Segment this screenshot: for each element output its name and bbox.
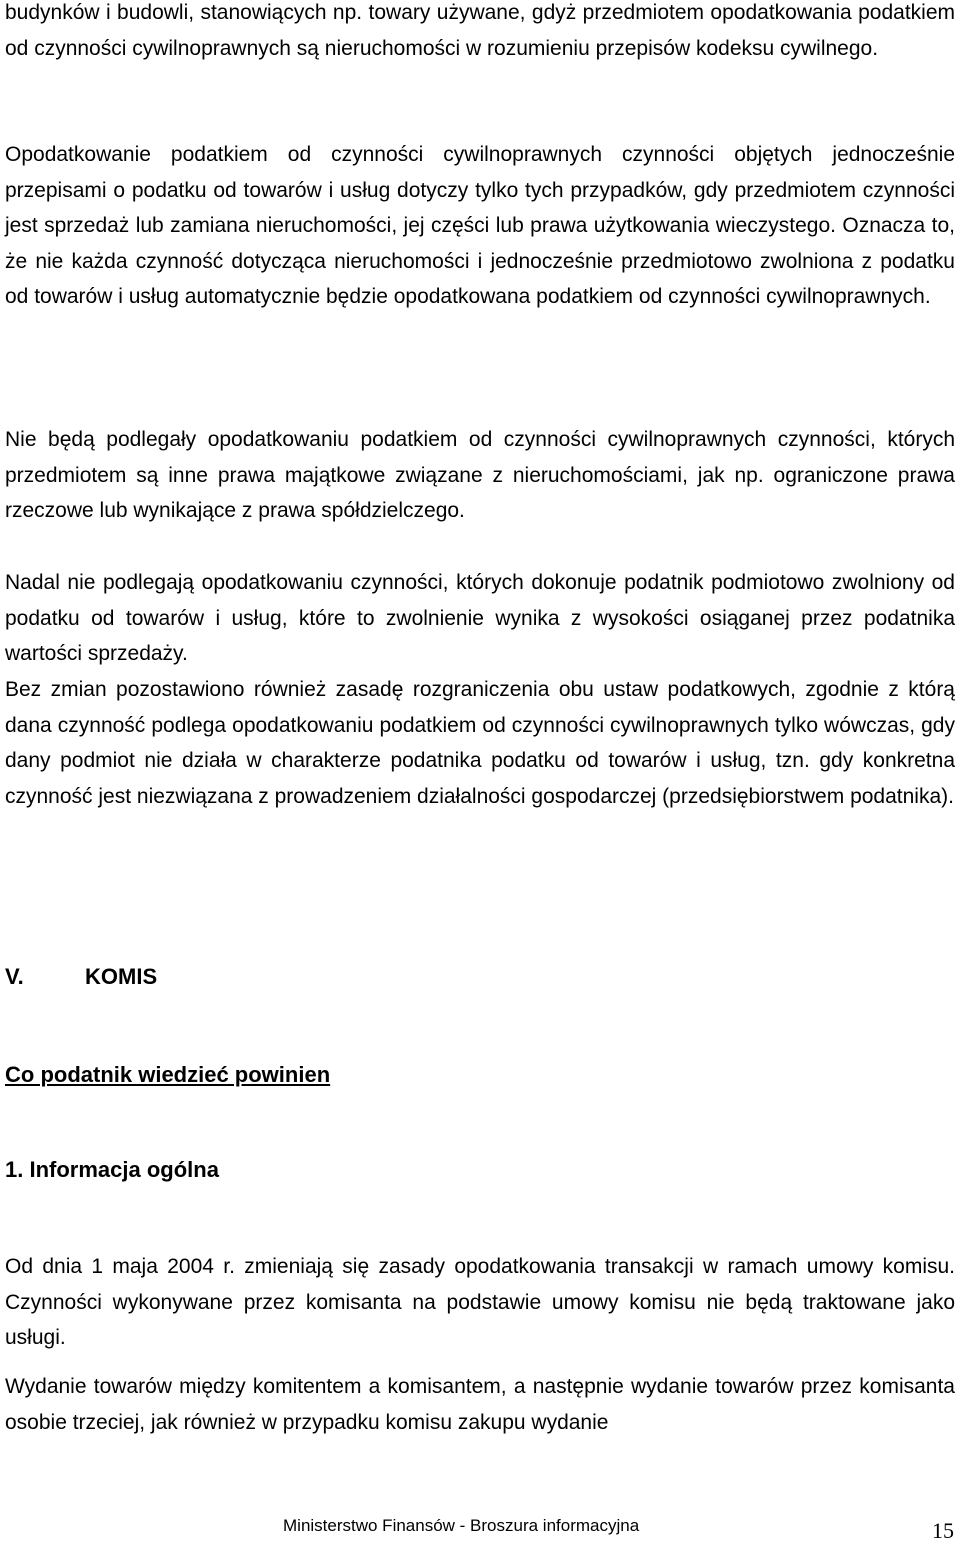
section-title: KOMIS bbox=[85, 964, 158, 989]
paragraph-exempt-taxpayer: Nadal nie podlegają opodatkowaniu czynności, których dokonuje podatnik podmiotowo zwolniony od podatku od towarów i usług, które to zwolnienie wynika z wysokości osiąganej przez podatnika wartości sprzedaży. bbox=[5, 571, 955, 666]
section-number: V. bbox=[5, 964, 24, 989]
paragraph-tax-scope: Opodatkowanie podatkiem od czynności cywilnoprawnych czynności objętych jednocześnie przepisami o podatku od towarów i usług dotyczy tylko tych przypadków, gdy przedmiotem czynności jest sprzedaż lub zamiana nieruchomości, jej części lub prawa użytkowania wieczystego. Oznacza to, że nie każda czynność dotycząca nieruchomości i jednocześnie przedmiotowo zwolniona z podatku od towarów i usług automatycznie będzie opodatkowana podatkiem od czynności cywilnoprawnych. bbox=[5, 143, 955, 309]
paragraph-tax-delimitation: Bez zmian pozostawiono również zasadę rozgraniczenia obu ustaw podatkowych, zgodnie z którą dana czynność podlega opodatkowaniu podatkiem od czynności cywilnoprawnych tylko wówczas, gdy dany podmiot nie działa w charakterze podatnika podatku od towarów i usług, tzn. gdy konkretna czynność jest niezwiązana z prowadzeniem działalności gospodarczej (przedsiębiorstwem podatnika). bbox=[5, 678, 955, 808]
section-heading bbox=[5, 962, 157, 992]
paragraph-continued-real-estate: budynków i budowli, stanowiących np. towary używane, gdyż przedmiotem opodatkowania podatkiem od czynności cywilnoprawnych są nieruchomości w rozumieniu przepisów kodeksu cywilnego. bbox=[5, 1, 955, 60]
paragraph-property-rights: Nie będą podlegały opodatkowaniu podatkiem od czynności cywilnoprawnych czynności, których przedmiotem są inne prawa majątkowe związane z nieruchomościami, jak np. ograniczone prawa rzeczowe lub wynikające z prawa spółdzielczego. bbox=[5, 428, 955, 523]
paragraph-goods-delivery: Wydanie towarów między komitentem a komisantem, a następnie wydanie towarów przez komisanta osobie trzeciej, jak również w przypadku komisu zakupu wydanie bbox=[5, 1375, 955, 1434]
page-number: 15 bbox=[932, 1518, 954, 1543]
subheading-what-to-know: Co podatnik wiedzieć powinien bbox=[5, 1062, 331, 1087]
paragraph-commission-intro: Od dnia 1 maja 2004 r. zmieniają się zasady opodatkowania transakcji w ramach umowy komisu. Czynności wykonywane przez komisanta na podstawie umowy komisu nie będą traktowane jako usługi. bbox=[5, 1255, 955, 1350]
footer-text: Ministerstwo Finansów - Broszura informacyjna bbox=[283, 1516, 640, 1535]
subsection-title: 1. Informacja ogólna bbox=[5, 1157, 219, 1182]
